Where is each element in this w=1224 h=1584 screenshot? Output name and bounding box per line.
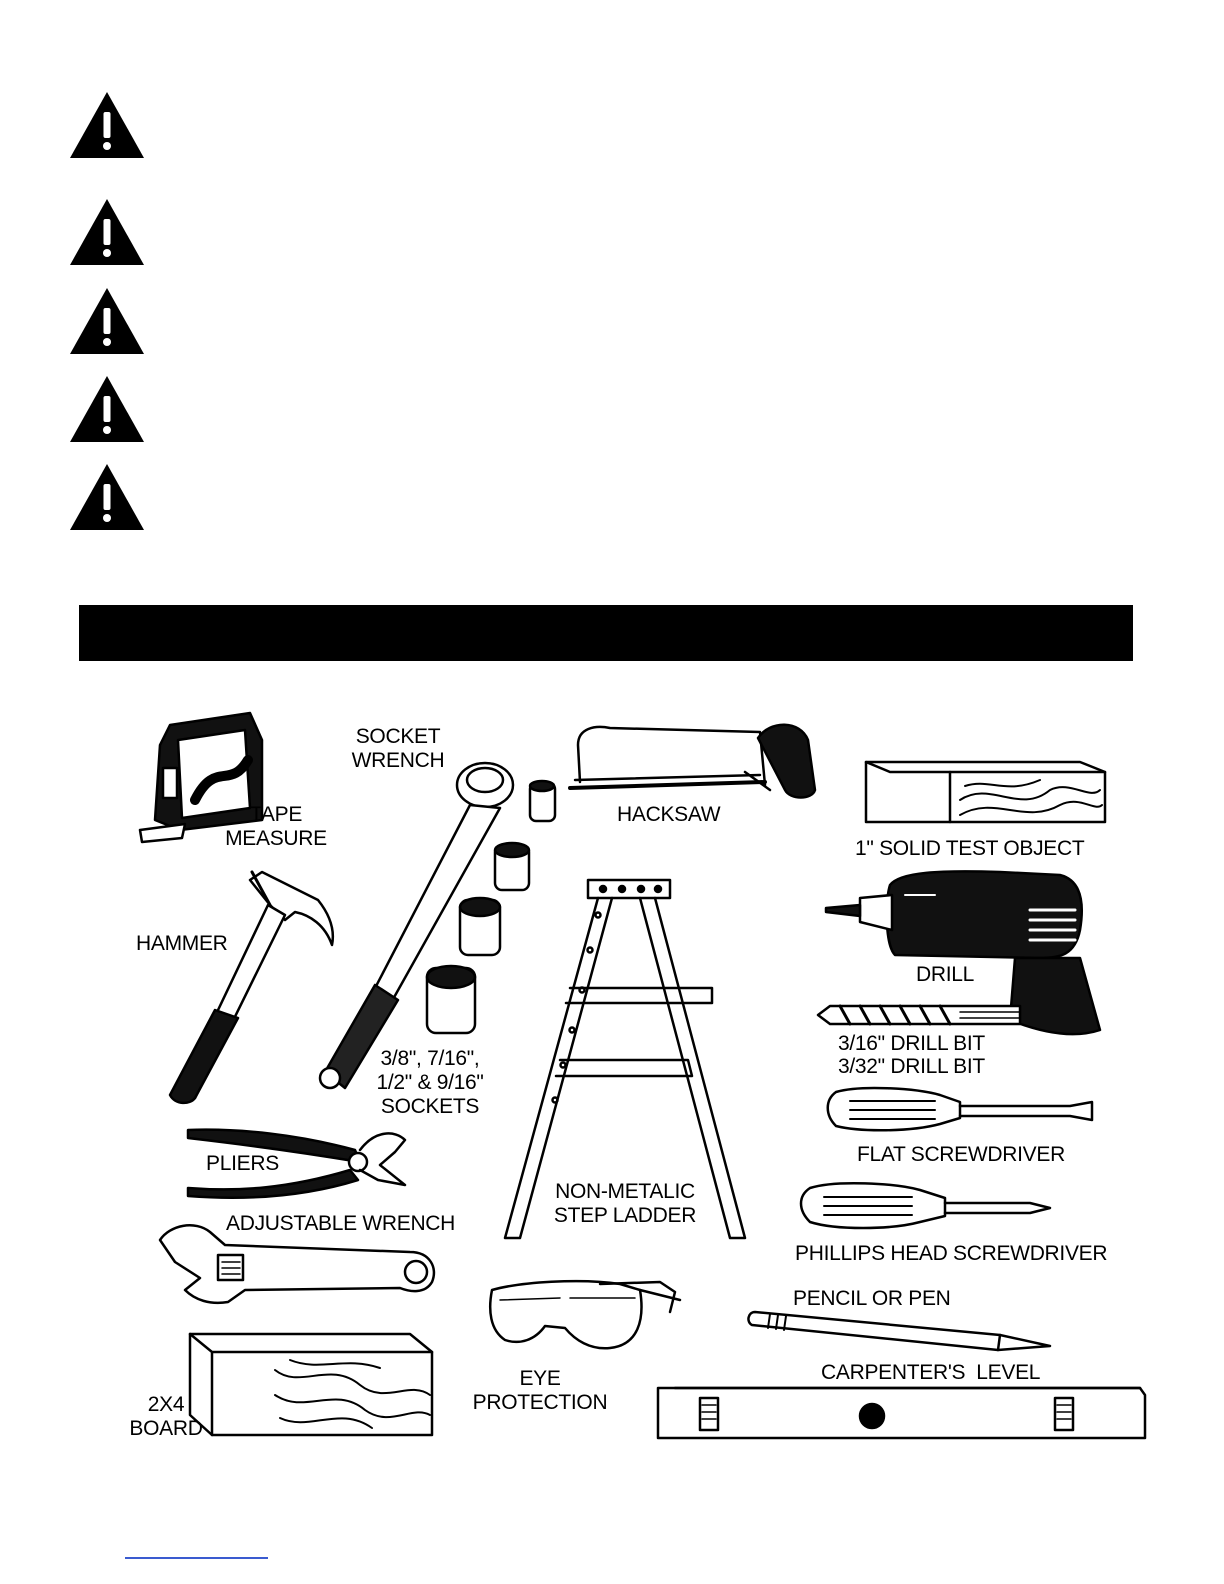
sockets-label-line2: 1/2" & 9/16" [376, 1071, 484, 1094]
drill-label: DRILL [916, 963, 975, 986]
step-ladder-label-line2: STEP LADDER [553, 1204, 697, 1227]
socket-wrench-label-line1: SOCKET [355, 725, 441, 748]
tape-measure-label-line1: TAPE [249, 803, 303, 826]
socket-wrench-label-line2: WRENCH [351, 749, 445, 772]
socket-wrench-label [340, 725, 456, 773]
sockets-label [365, 1047, 495, 1119]
step-ladder-label-line1: NON-METALIC [555, 1180, 695, 1203]
phillips-screwdriver-icon [801, 1183, 1050, 1228]
pencil-label: PENCIL OR PEN [793, 1287, 951, 1310]
solid-test-object-label: 1" SOLID TEST OBJECT [855, 837, 1085, 860]
2x4-board-icon [190, 1334, 432, 1435]
drill-bit-icon [818, 1006, 1020, 1024]
sockets-label-line1: 3/8", 7/16", [380, 1047, 480, 1070]
eye-protection-label-line1: EYE [519, 1367, 561, 1390]
step-ladder-label [545, 1180, 705, 1228]
sockets-label-line3: SOCKETS [380, 1095, 480, 1118]
board-label-line2: BOARD [129, 1417, 203, 1440]
flat-screwdriver-label: FLAT SCREWDRIVER [857, 1143, 1065, 1166]
drill-bit-label-1: 3/16" DRILL BIT [838, 1032, 985, 1055]
eye-protection-icon [490, 1281, 680, 1348]
board-label [122, 1393, 210, 1441]
adjustable-wrench-label: ADJUSTABLE WRENCH [226, 1212, 456, 1235]
hacksaw-icon [570, 725, 815, 798]
tape-measure-label [221, 803, 331, 851]
adjustable-wrench-icon [160, 1225, 434, 1303]
pencil-icon [748, 1312, 1050, 1350]
footer-rule [125, 1557, 268, 1559]
solid-test-object-icon [866, 762, 1105, 822]
board-label-line1: 2X4 [147, 1393, 185, 1416]
carpenters-level-icon [658, 1388, 1145, 1438]
phillips-screwdriver-label: PHILLIPS HEAD SCREWDRIVER [795, 1242, 1108, 1265]
hammer-label: HAMMER [136, 932, 228, 955]
eye-protection-label-line2: PROTECTION [472, 1391, 608, 1414]
hammer-icon [170, 872, 333, 1103]
eye-protection-label [465, 1367, 615, 1415]
flat-screwdriver-icon [828, 1088, 1092, 1130]
hacksaw-label: HACKSAW [617, 803, 721, 826]
pliers-label: PLIERS [206, 1152, 279, 1175]
drill-bit-label-2: 3/32" DRILL BIT [838, 1055, 985, 1078]
carpenters-level-label: CARPENTER'S LEVEL [821, 1361, 1041, 1384]
tape-measure-label-line2: MEASURE [225, 827, 327, 850]
